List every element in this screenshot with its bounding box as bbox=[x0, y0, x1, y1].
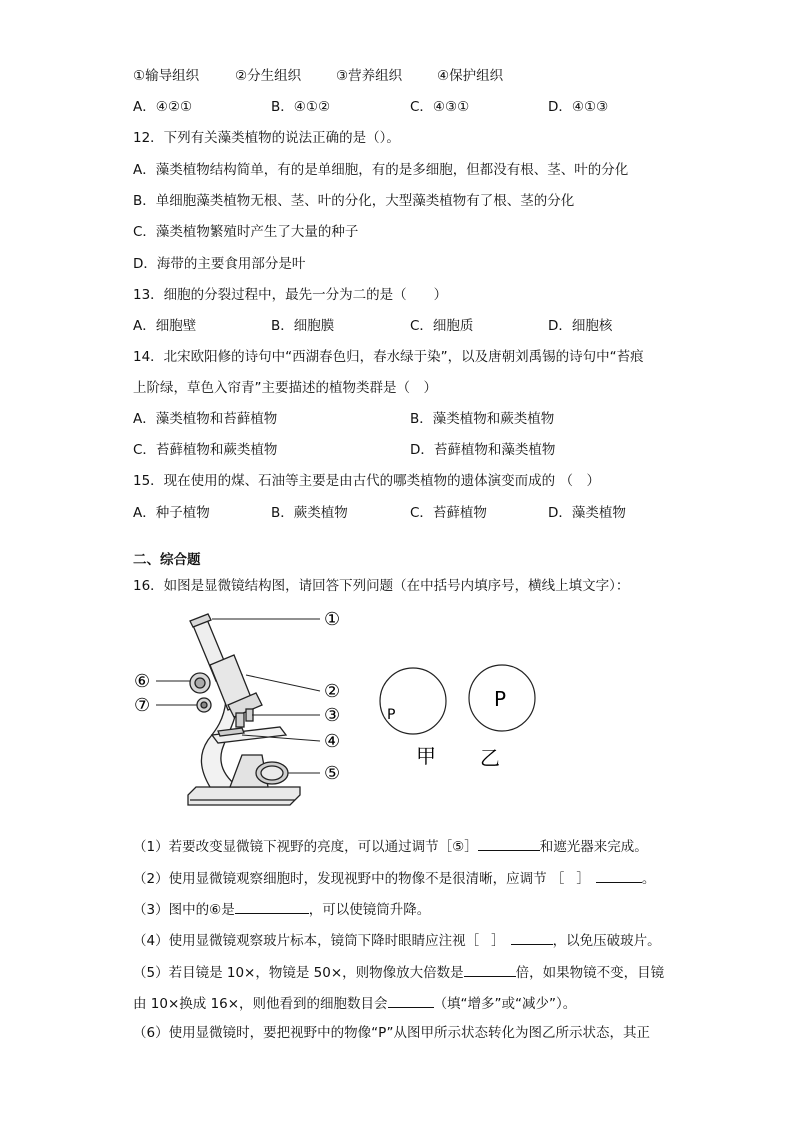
q16-sub5-text-b: 倍，如果物镜不变，目镜 bbox=[515, 965, 665, 981]
caption-yi: 乙 bbox=[480, 746, 500, 770]
q15-stem: 15．现在使用的煤、石油等主要是由古代的哪类植物的遗体演变而成的 （ ） bbox=[133, 473, 600, 489]
q12-choice-b: B．单细胞藻类植物无根、茎、叶的分化，大型藻类植物有了根、茎的分化 bbox=[133, 193, 575, 209]
q16-sub3-text-a: （3）图中的⑥是 bbox=[133, 902, 235, 918]
q16-sub6: （6）使用显微镜时，要把视野中的物像“P”从图甲所示状态转化为图乙所示状态，其正 bbox=[133, 1025, 650, 1041]
q16-sub5-line1 bbox=[133, 962, 664, 982]
q14-choice-d: D．苔藓植物和藻类植物 bbox=[410, 442, 556, 458]
q16-sub4-text-b: ］ bbox=[491, 933, 505, 949]
q13-choice-a: A．细胞壁 bbox=[133, 318, 197, 334]
q16-sub5-line2 bbox=[133, 993, 576, 1013]
q12-choice-c: C．藻类植物繁殖时产生了大量的种子 bbox=[133, 224, 359, 240]
q12-choice-a: A．藻类植物结构简单，有的是单细胞，有的是多细胞，但都没有根、茎、叶的分化 bbox=[133, 162, 629, 178]
q11-choice-d: D．④①③ bbox=[548, 99, 609, 115]
answer-blank-2[interactable] bbox=[596, 868, 642, 883]
q15-choice-a: A．种子植物 bbox=[133, 505, 210, 521]
q16-sub3 bbox=[133, 899, 430, 919]
q16-sub1-text-b: 和遮光器来完成。 bbox=[539, 839, 648, 855]
q13-stem: 13．细胞的分裂过程中，最先一分为二的是（ ） bbox=[133, 287, 448, 303]
q16-sub2-text-c: 。 bbox=[641, 871, 656, 887]
answer-blank-5b[interactable] bbox=[388, 993, 434, 1008]
q12-stem: 12．下列有关藻类植物的说法正确的是（）。 bbox=[133, 130, 400, 146]
q13-choice-c: C．细胞质 bbox=[410, 318, 474, 334]
q16-sub5-text-a: （5）若目镜是 10×，物镜是 50×，则物像放大倍数是 bbox=[133, 965, 464, 981]
q16-sub2 bbox=[133, 868, 655, 888]
caption-jia: 甲 bbox=[416, 744, 436, 768]
q16-sub3-text-b: ，可以使镜筒升降。 bbox=[308, 902, 431, 918]
label-5: ⑤ bbox=[324, 763, 341, 784]
microscope-base bbox=[188, 787, 300, 805]
view-letter-yi: P bbox=[494, 687, 507, 711]
label-7: ⑦ bbox=[134, 695, 151, 716]
q15-choice-b: B．蕨类植物 bbox=[271, 505, 348, 521]
q11-option-1: ①输导组织 bbox=[133, 68, 200, 84]
q13-choice-d: D．细胞核 bbox=[548, 318, 613, 334]
q16-sub4-text-c: ，以免压破玻片。 bbox=[552, 933, 661, 949]
q16-stem: 16．如图是显微镜结构图，请回答下列问题（在中括号内填序号，横线上填文字）： bbox=[133, 578, 630, 594]
label-4: ④ bbox=[324, 731, 341, 752]
answer-blank-4[interactable] bbox=[511, 930, 553, 945]
q11-option-2: ②分生组织 bbox=[235, 68, 302, 84]
q14-choice-b: B．藻类植物和蕨类植物 bbox=[410, 411, 555, 427]
q16-sub2-text-b: ］ bbox=[576, 871, 590, 887]
answer-blank-1[interactable] bbox=[478, 836, 540, 851]
q11-option-3: ③营养组织 bbox=[336, 68, 403, 84]
q16-sub5-text-d: （填“增多”或“减少”）。 bbox=[433, 996, 577, 1012]
q16-sub1 bbox=[133, 836, 648, 856]
q16-sub2-text-a: （2）使用显微镜观察细胞时，发现视野中的物像不是很清晰，应调节 ［ bbox=[133, 871, 565, 887]
q14-choice-a: A．藻类植物和苔藓植物 bbox=[133, 411, 278, 427]
q14-choice-c: C．苔藓植物和蕨类植物 bbox=[133, 442, 278, 458]
label-2: ② bbox=[324, 681, 341, 702]
q15-choice-c: C．苔藓植物 bbox=[410, 505, 487, 521]
q11-choice-c: C．④③① bbox=[410, 99, 470, 115]
section-title: 二、综合题 bbox=[133, 552, 201, 568]
q16-sub4-text-a: （4）使用显微镜观察玻片标本，镜筒下降时眼睛应注视［ bbox=[133, 933, 480, 949]
label-3: ③ bbox=[324, 705, 341, 726]
q12-choice-d: D．海带的主要食用部分是叶 bbox=[133, 256, 306, 272]
view-letter-jia: P bbox=[387, 707, 396, 723]
q13-choice-b: B．细胞膜 bbox=[271, 318, 335, 334]
objective-lens bbox=[236, 713, 244, 727]
q16-sub5-text-c: 由 10×换成 16×，则他看到的细胞数目会 bbox=[133, 996, 388, 1012]
q15-choice-d: D．藻类植物 bbox=[548, 505, 626, 521]
microscope-diagram bbox=[130, 605, 550, 820]
q14-stem-line1: 14．北宋欧阳修的诗句中“西湖春色归，春水绿于染”，以及唐朝刘禹锡的诗句中“苔痕 bbox=[133, 349, 644, 365]
view-circle-jia bbox=[380, 668, 446, 734]
label-6: ⑥ bbox=[134, 671, 151, 692]
answer-blank-3[interactable] bbox=[235, 899, 309, 914]
answer-blank-5a[interactable] bbox=[464, 962, 516, 977]
q11-option-4: ④保护组织 bbox=[437, 68, 504, 84]
q16-sub4 bbox=[133, 930, 661, 950]
q11-choice-b: B．④①② bbox=[271, 99, 331, 115]
label-1: ① bbox=[324, 609, 341, 630]
q11-choice-a: A．④②① bbox=[133, 99, 193, 115]
q16-sub1-text-a: （1）若要改变显微镜下视野的亮度，可以通过调节［⑤］ bbox=[133, 839, 478, 855]
q14-stem-line2: 上阶绿，草色入帘青”主要描述的植物类群是（ ） bbox=[133, 380, 437, 396]
